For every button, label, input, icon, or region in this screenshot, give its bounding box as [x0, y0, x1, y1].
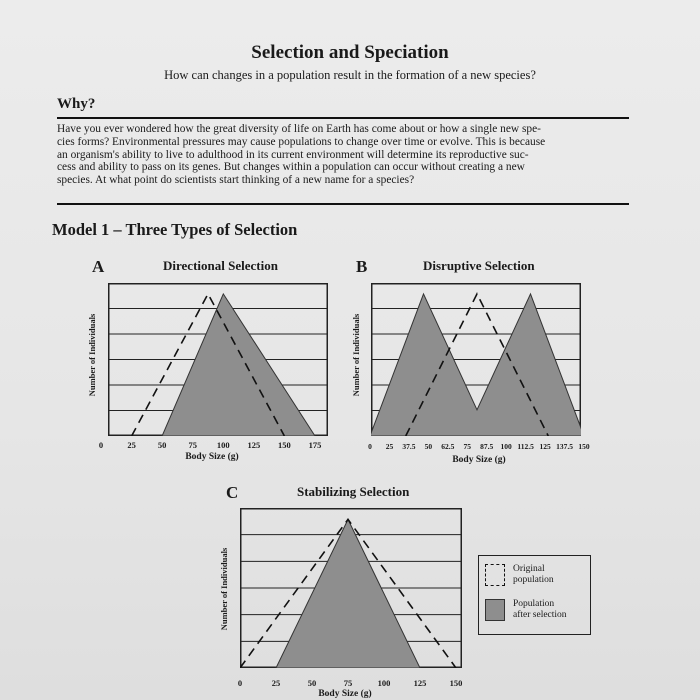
tick-label: 75 [343, 678, 353, 688]
panel-c-title: Stabilizing Selection [297, 484, 410, 499]
chart-legend [478, 555, 591, 635]
panel-c-ylabel: Number of Individuals [219, 547, 229, 631]
tick-label: 25 [127, 440, 136, 450]
panel-a-ylabel: Number of Individuals [87, 313, 97, 397]
tick-label: 50 [307, 678, 317, 688]
panel-a-xlabel: Body Size (g) [185, 452, 239, 462]
tick-label: 125 [539, 442, 551, 451]
dashed-outline-swatch [485, 564, 505, 586]
page-subtitle: How can changes in a population result in the formation of a new species? [164, 68, 536, 82]
panel-a-letter: A [92, 257, 105, 276]
panel-b-title: Disruptive Selection [423, 258, 535, 273]
legend-original [485, 564, 554, 586]
tick-label: 150 [449, 678, 463, 688]
tick-label: 0 [368, 442, 372, 451]
filled-gray-swatch [485, 599, 505, 621]
tick-label: 75 [188, 440, 197, 450]
tick-label: 75 [463, 442, 472, 451]
panel-b-xlabel: Body Size (g) [452, 455, 506, 465]
tick-label: 62.5 [441, 442, 455, 451]
tick-label: 137.5 [556, 442, 573, 451]
tick-label: 112.5 [517, 442, 534, 451]
after-selection-area [371, 294, 581, 436]
why-bottom-rule [57, 203, 629, 205]
tick-label: 37.5 [402, 442, 416, 451]
why-top-rule [57, 117, 629, 119]
page-title: Selection and Speciation [251, 42, 449, 63]
why-heading: Why? [57, 96, 96, 112]
panel-a-title: Directional Selection [163, 258, 278, 273]
tick-label: 150 [578, 442, 590, 451]
after-selection-area [276, 519, 420, 668]
legend-after [485, 599, 567, 621]
legend-after-label: Population after selection [513, 599, 567, 620]
why-line: an organism's ability to live to adulthood in its current environment will determine its reproductive suc- [57, 148, 529, 161]
tick-label: 50 [424, 442, 433, 451]
why-line: Have you ever wondered how the great diversity of life on Earth has come about or how a single new spe- [57, 123, 541, 135]
tick-label: 150 [278, 440, 291, 450]
why-line: cies forms? Environmental pressures may cause populations to change over time or evolve. This is because [57, 135, 546, 148]
legend-original-label: Original population [513, 564, 554, 585]
panel-c-xlabel: Body Size (g) [318, 689, 372, 699]
panel-c-chart [240, 508, 462, 668]
tick-label: 175 [308, 440, 322, 450]
why-line: species. At what point do scientists start thinking of a new name for a species? [57, 174, 415, 187]
tick-label: 125 [413, 678, 427, 688]
panel-b-chart [371, 283, 581, 436]
tick-label: 87.5 [480, 442, 494, 451]
panel-b-ylabel: Number of Individuals [351, 313, 361, 397]
tick-label: 100 [216, 440, 230, 450]
tick-label: 125 [247, 440, 261, 450]
panel-b-letter: B [356, 257, 368, 276]
panel-c-letter: C [226, 483, 239, 502]
why-line: cess and ability to pass on its genes. But changes within a population can occur without creating a new [57, 161, 525, 174]
model-heading: Model 1 – Three Types of Selection [52, 220, 298, 239]
tick-label: 100 [500, 442, 512, 451]
tick-label: 0 [98, 440, 104, 450]
tick-label: 100 [377, 678, 391, 688]
why-paragraph [57, 123, 629, 187]
tick-label: 25 [271, 678, 281, 688]
panel-a-chart [108, 283, 328, 436]
tick-label: 25 [385, 442, 394, 451]
tick-label: 50 [157, 440, 167, 450]
after-selection-area [162, 294, 315, 436]
tick-label: 0 [237, 678, 243, 688]
panel-b-tick-labels [0, 442, 700, 454]
